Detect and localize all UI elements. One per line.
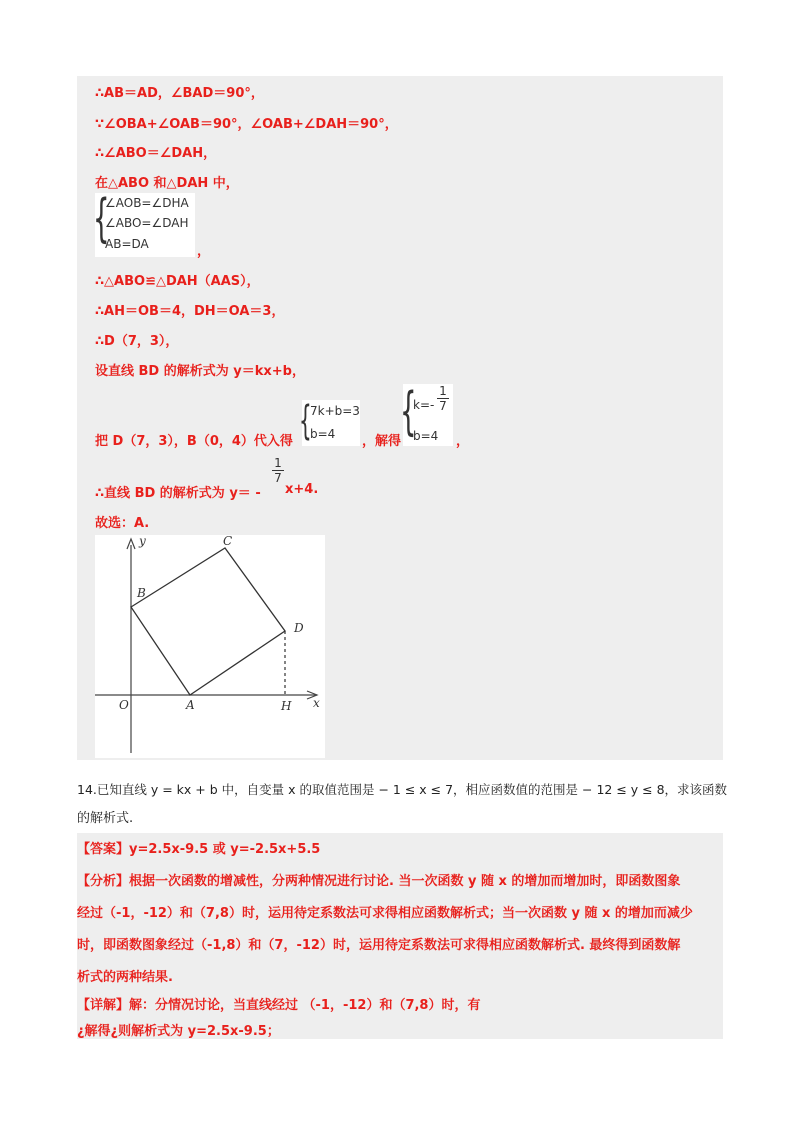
condition-2: ∠ABO=∠DAH (105, 216, 189, 230)
fraction-denominator: 7 (437, 398, 449, 413)
label-d: D (294, 621, 304, 635)
brace-icon: { (400, 382, 417, 442)
figure-background (95, 535, 325, 758)
proof-line-4: 在△ABO 和△DAH 中， (95, 176, 239, 191)
proof-line-3: ∴∠ABO＝∠DAH， (95, 146, 217, 161)
condition-3: AB=DA (105, 237, 149, 251)
detail-line-2: ¿解得¿则解析式为 y=2.5x-9.5； (77, 1024, 280, 1039)
label-b: B (137, 586, 146, 600)
proof-line-2: ∵∠OBA+∠OAB＝90°，∠OAB+∠DAH＝90°， (95, 117, 398, 132)
system-punct: ， (197, 244, 211, 259)
solution-b: b=4 (413, 429, 439, 443)
equation-2: b=4 (310, 427, 336, 441)
label-c: C (223, 535, 233, 548)
congruence-system (93, 189, 195, 257)
label-x: x (313, 696, 320, 710)
condition-1: ∠AOB=∠DHA (105, 196, 189, 210)
label-o: O (119, 698, 129, 712)
analysis-line-2: 经过（-1，-12）和（7,8）时，运用待定系数法可求得相应函数解析式；当一次函数 y 随 x 的增加而减少 (77, 906, 693, 921)
analysis-line-4: 析式的两种结果. (77, 970, 173, 985)
fraction-numerator: 1 (439, 384, 447, 398)
analysis-line-3: 时，即函数图象经过（-1,8）和（7，-12）时，运用待定系数法可求得相应函数解析式. 最终得到函数解 (77, 938, 681, 953)
fraction-numerator: 1 (274, 456, 282, 470)
choice-line: 故选：A. (95, 516, 150, 531)
solution-punct: ， (456, 434, 470, 449)
geometry-figure (95, 535, 325, 758)
question-line-1: 14.已知直线 y = kx + b 中，自变量 x 的取值范围是 − 1 ≤ x ≤ 7，相应函数值的范围是 − 12 ≤ y ≤ 8，求该函数 (77, 782, 728, 797)
solve-text: ，解得 (362, 434, 402, 449)
label-a: A (186, 698, 195, 712)
question-line-2: 的解析式. (77, 811, 134, 826)
equation-1: 7k+b=3 (310, 404, 360, 418)
fraction-denominator: 7 (272, 470, 284, 485)
proof-line-7: ∴D（7，3）， (95, 334, 179, 349)
proof-line-1: ∴AB＝AD，∠BAD＝90°， (95, 86, 264, 101)
answer-line: 【答案】y=2.5x-9.5 或 y=-2.5x+5.5 (77, 842, 321, 857)
label-y: y (139, 535, 146, 548)
proof-line-6: ∴AH＝OB＝4，DH＝OA＝3， (95, 304, 285, 319)
fraction-one-seventh (437, 384, 449, 413)
substitution-text: 把 D（7，3），B（0，4）代入得 (95, 434, 293, 449)
analysis-line-1: 【分析】根据一次函数的增减性，分两种情况进行讨论. 当一次函数 y 随 x 的增加而增加时，即函数图象 (77, 874, 681, 889)
solution-k: k=- (413, 398, 435, 412)
conclusion-line: ∴直线 BD 的解析式为 y＝ - (95, 486, 261, 501)
proof-line-5: ∴△ABO≌△DAH（AAS）， (95, 274, 260, 289)
conclusion-fraction (272, 456, 284, 485)
brace-icon: { (299, 398, 312, 444)
label-h: H (281, 699, 292, 713)
solution-system (400, 382, 453, 446)
conclusion-suffix: x+4. (285, 482, 319, 497)
detail-line-1: 【详解】解：分情况讨论，当直线经过 （-1，-12）和（7,8）时，有 (77, 998, 481, 1013)
proof-line-8: 设直线 BD 的解析式为 y＝kx+b， (95, 364, 305, 379)
equation-system (299, 398, 360, 446)
brace-icon: { (93, 189, 110, 249)
